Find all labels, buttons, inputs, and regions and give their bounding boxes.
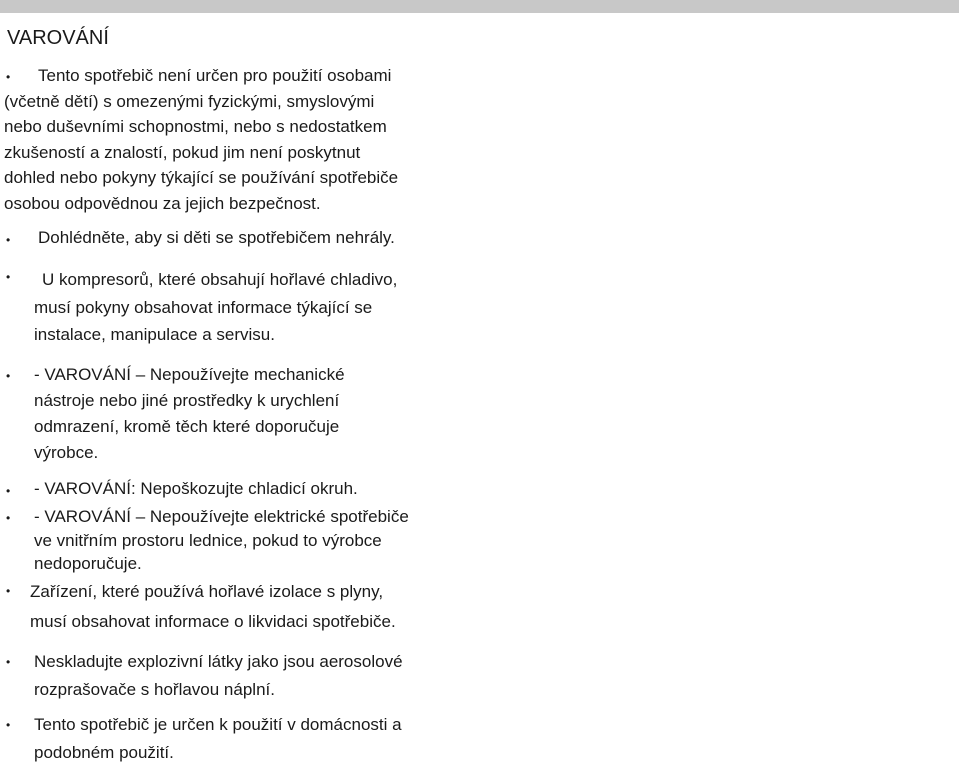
warning-item-children: Dohlédněte, aby si děti se spotřebičem nehrály. (38, 228, 395, 247)
bullet-icon: • (6, 270, 11, 284)
warning-item-cooling-circuit: - VAROVÁNÍ: Nepoškozujte chladicí okruh. (34, 479, 358, 498)
warning-item-insulation-disposal: Zařízení, které používá hořlavé izolace s plyny, musí obsahovat informace o likvidaci spotřebiče. (30, 582, 396, 631)
warning-item-electrical-appliances: - VAROVÁNÍ – Nepoužívejte elektrické spotřebiče ve vnitřním prostoru lednice, pokud to výrobce nedoporučuje. (34, 507, 409, 573)
warning-item-household-use: Tento spotřebič je určen k použití v domácnosti a podobném použití. (34, 715, 402, 762)
bullet-icon: • (6, 70, 11, 84)
page-heading: VAROVÁNÍ (7, 27, 109, 49)
warning-item-explosives: Neskladujte explozivní látky jako jsou aerosolové rozprašovače s hořlavou náplní. (34, 652, 403, 699)
bullet-icon: • (6, 369, 11, 383)
warning-item-supervision: Tento spotřebič není určen pro použití osobami (včetně dětí) s omezenými fyzickými, smyslovými nebo duševními schopnostmi, nebo s nedostatkem zkušeností a znalostí, pokud jim není poskytnut dohled nebo pokyny týkající se používání spotřebiče osobou odpovědnou za jejich bezpečnost. (4, 66, 399, 213)
bullet-icon: • (6, 233, 11, 247)
bullet-icon: • (6, 484, 11, 498)
bullet-icon: • (6, 584, 11, 598)
bullet-icon: • (6, 511, 11, 525)
warning-item-defrosting: - VAROVÁNÍ – Nepoužívejte mechanické nástroje nebo jiné prostředky k urychlení odmrazení, kromě těch které doporučuje výrobce. (34, 365, 345, 462)
bullet-icon: • (6, 655, 11, 669)
warning-item-flammable-refrigerant: U kompresorů, které obsahují hořlavé chladivo, musí pokyny obsahovat informace týkající se instalace, manipulace a servisu. (34, 270, 398, 344)
bullet-icon: • (6, 718, 11, 732)
